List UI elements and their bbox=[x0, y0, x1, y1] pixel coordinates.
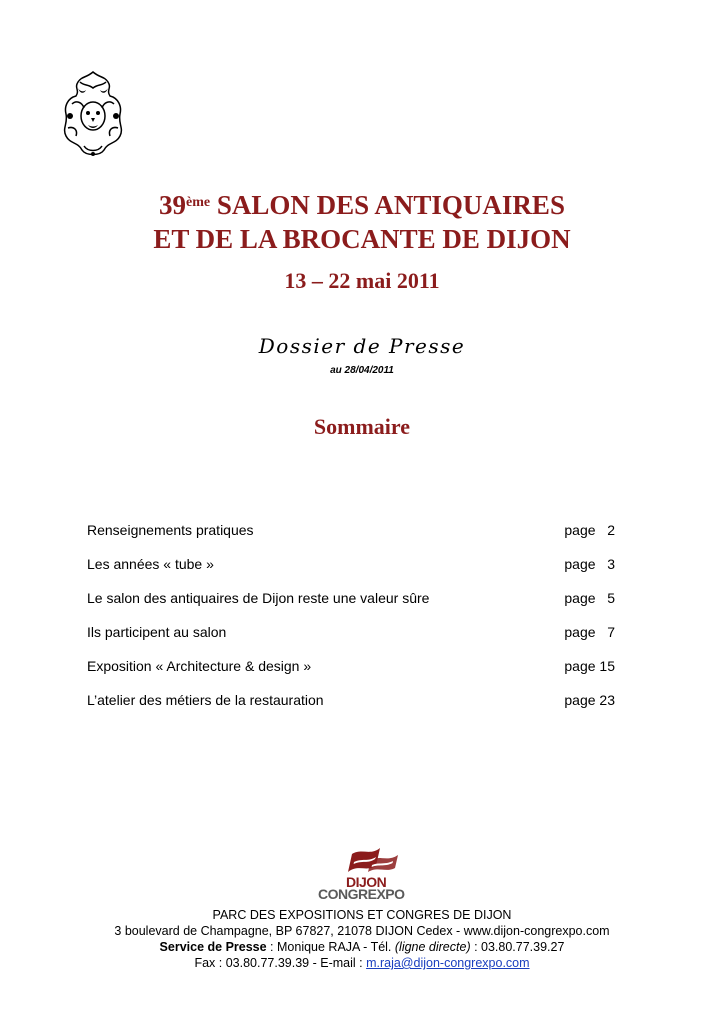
ornament-mascaron-icon bbox=[58, 68, 128, 158]
toc-page: page 5 bbox=[564, 590, 615, 606]
title-line-2: ET DE LA BROCANTE DE DIJON bbox=[153, 224, 571, 254]
toc-row[interactable] bbox=[87, 556, 627, 590]
toc-page: page 15 bbox=[564, 658, 615, 674]
press-direct: (ligne directe) bbox=[394, 940, 471, 954]
sommaire-heading: Sommaire bbox=[313, 414, 411, 439]
toc-title: Renseignements pratiques bbox=[87, 522, 254, 538]
dijon-congrexpo-logo bbox=[318, 842, 408, 902]
press-text: : Monique RAJA - Tél. bbox=[266, 940, 395, 954]
document-title bbox=[0, 188, 724, 256]
press-phone: : 03.80.77.39.27 bbox=[470, 940, 565, 954]
toc-title: Ils participent au salon bbox=[87, 624, 227, 640]
press-label: Service de Presse bbox=[159, 940, 267, 954]
toc-title: Le salon des antiquaires de Dijon reste une valeur sûre bbox=[87, 590, 430, 606]
title-line-1 bbox=[0, 188, 724, 222]
footer-fax-line bbox=[0, 955, 724, 971]
table-of-contents bbox=[87, 522, 627, 726]
title-superscript: ème bbox=[186, 195, 211, 210]
fax-text: Fax : 03.80.77.39.39 - E-mail : bbox=[194, 956, 367, 970]
toc-title: L’atelier des métiers de la restauration bbox=[87, 692, 324, 708]
toc-page: page 3 bbox=[564, 556, 615, 572]
footer bbox=[0, 907, 724, 971]
toc-page: page 2 bbox=[564, 522, 615, 538]
logo-dijon: DIJON bbox=[346, 874, 387, 890]
title-line1-rest: SALON DES ANTIQUAIRES bbox=[210, 190, 565, 220]
toc-row[interactable] bbox=[87, 590, 627, 624]
footer-line-1: PARC DES EXPOSITIONS ET CONGRES DE DIJON bbox=[212, 908, 512, 922]
logo-flags-icon bbox=[318, 842, 408, 876]
toc-row[interactable] bbox=[87, 658, 627, 692]
toc-title: Les années « tube » bbox=[87, 556, 214, 572]
toc-row[interactable] bbox=[87, 522, 627, 556]
logo-congrexpo: CONGREXPO bbox=[318, 886, 405, 902]
event-dates: 13 – 22 mai 2011 bbox=[284, 268, 440, 293]
title-number: 39 bbox=[159, 190, 187, 220]
toc-page: page 23 bbox=[564, 692, 615, 708]
toc-row[interactable] bbox=[87, 692, 627, 726]
dossier-date: au 28/04/2011 bbox=[330, 365, 394, 376]
footer-line-2: 3 boulevard de Champagne, BP 67827, 21078 DIJON Cedex - www.dijon-congrexpo.com bbox=[114, 924, 610, 938]
toc-page: page 7 bbox=[564, 624, 615, 640]
dossier-label: Dossier de Presse bbox=[258, 334, 466, 358]
toc-row[interactable] bbox=[87, 624, 627, 658]
email-link[interactable]: m.raja@dijon-congrexpo.com bbox=[366, 956, 530, 970]
toc-title: Exposition « Architecture & design » bbox=[87, 658, 312, 674]
footer-press-line bbox=[0, 939, 724, 955]
